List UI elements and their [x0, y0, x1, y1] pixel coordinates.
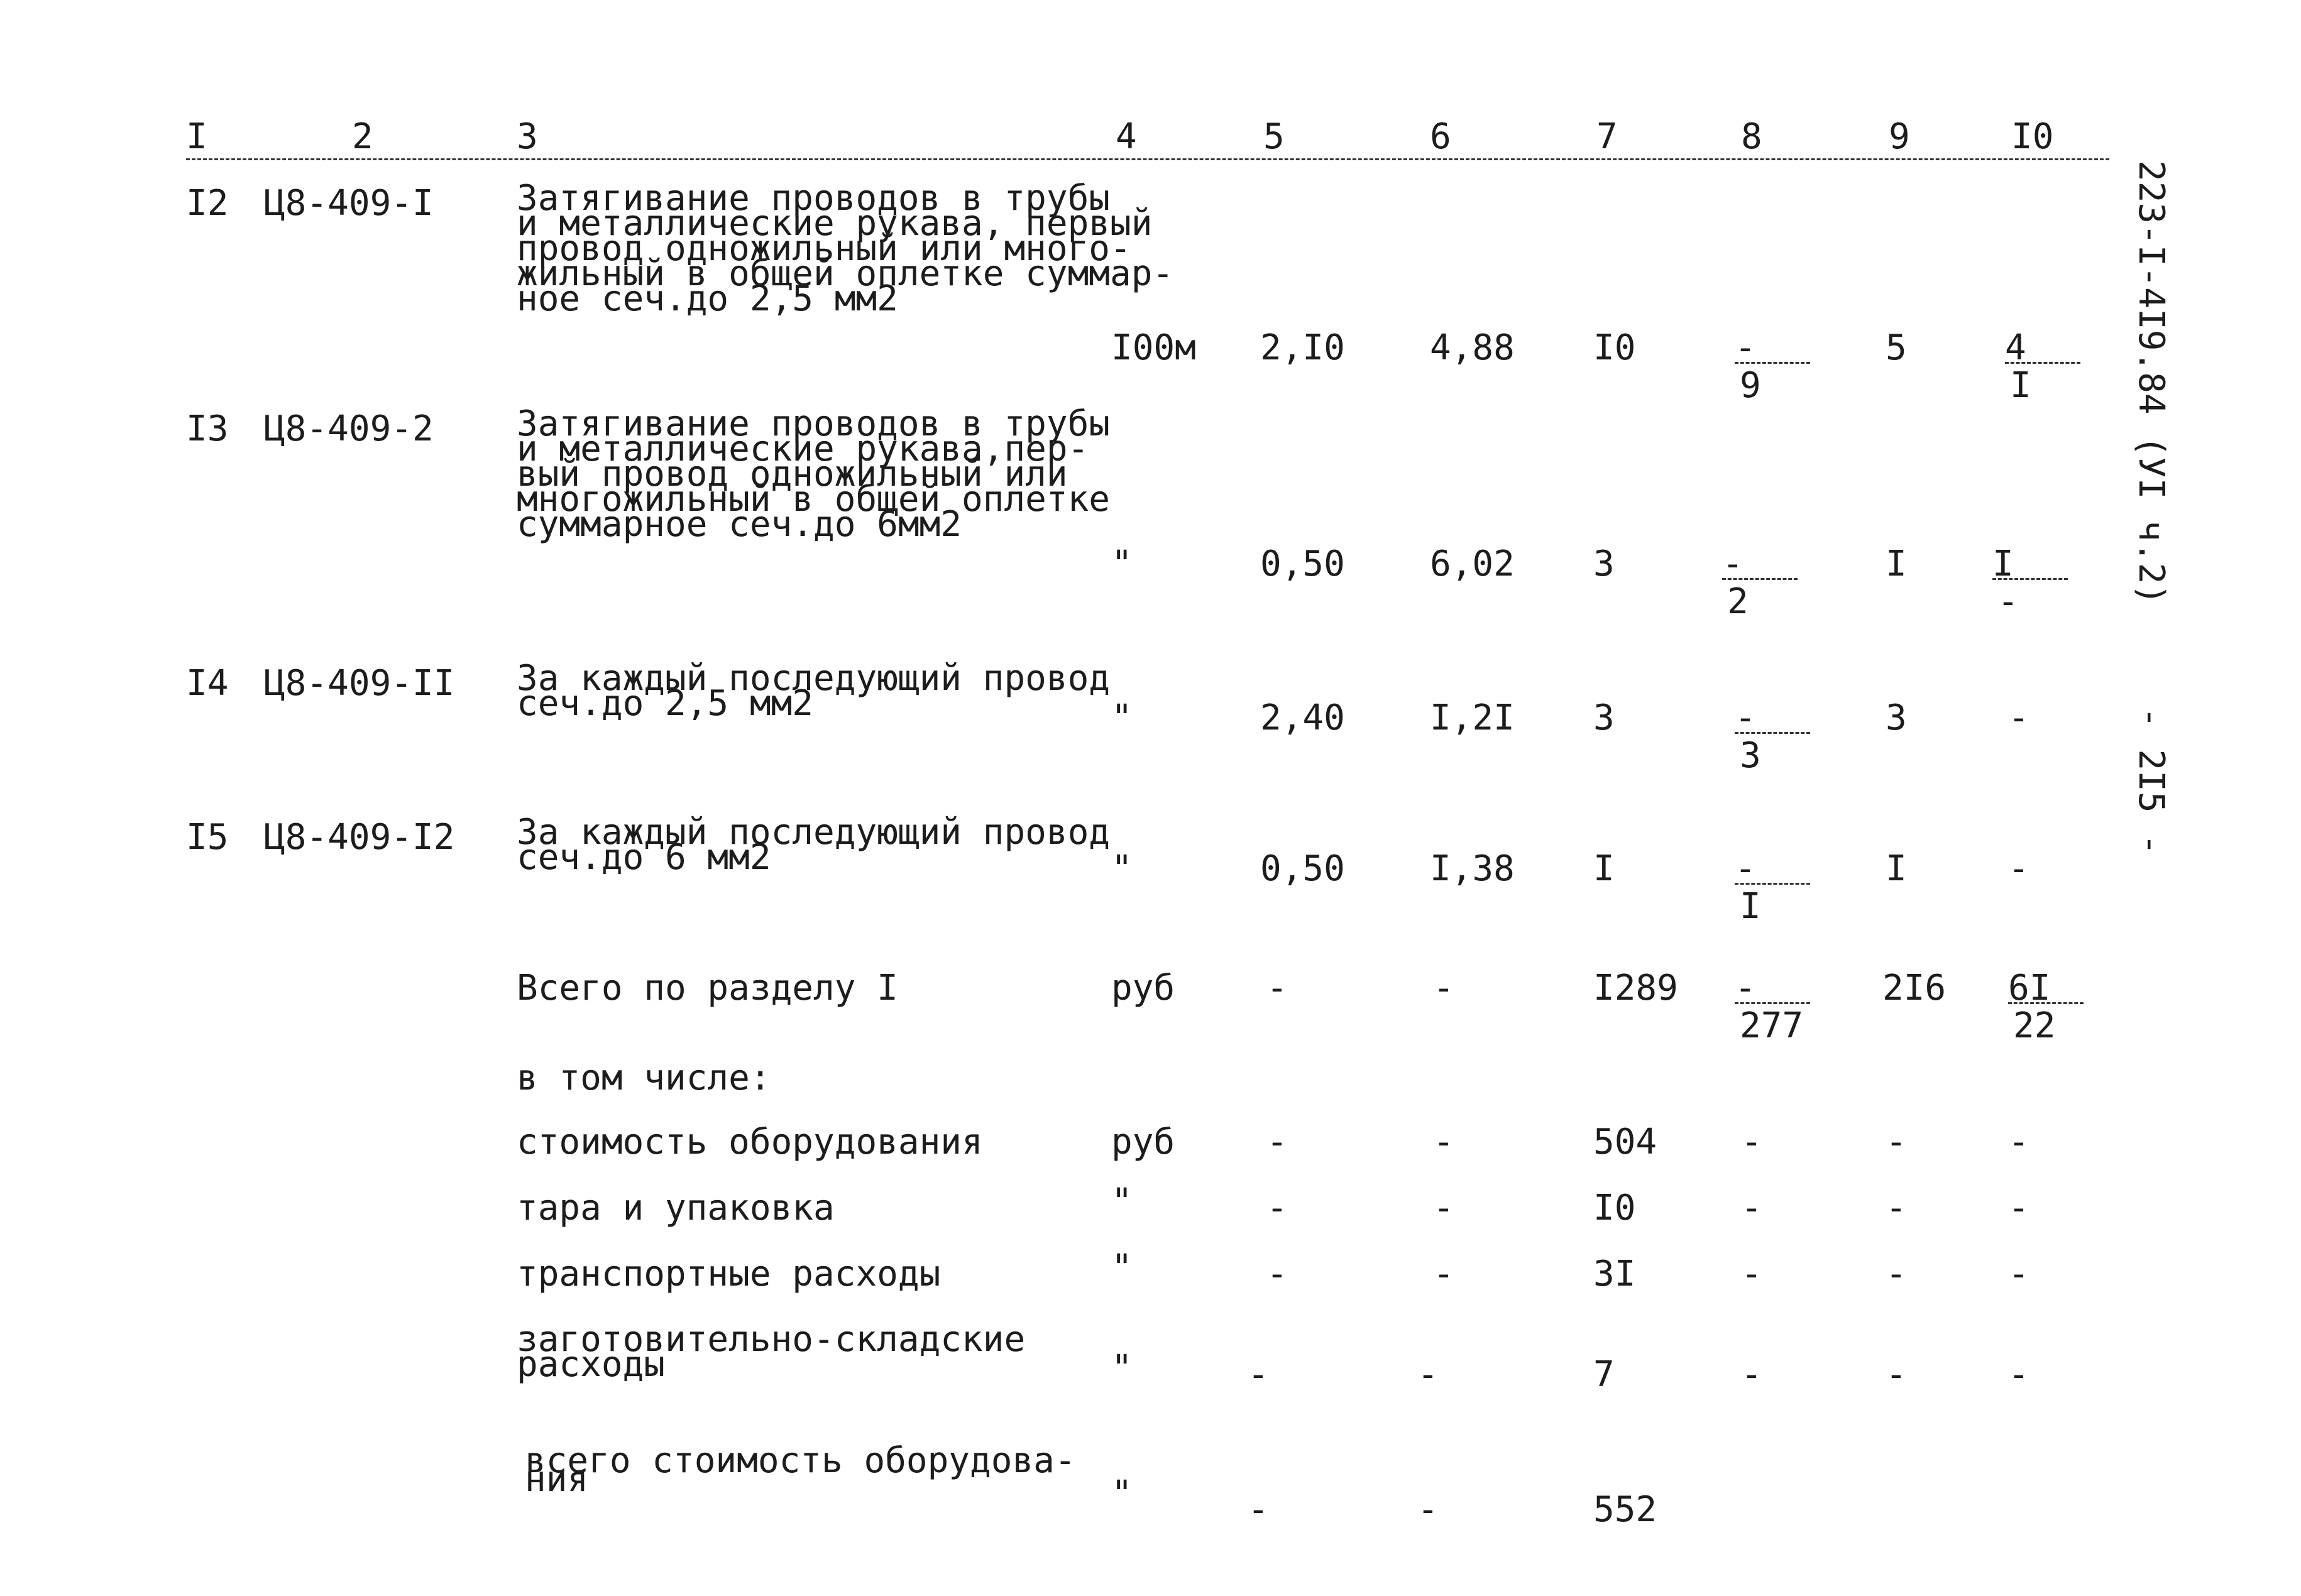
row-col5: - — [1266, 1122, 1288, 1162]
row-col6: I,38 — [1430, 848, 1515, 889]
row-col7: 552 — [1593, 1489, 1657, 1530]
row-col6: 4,88 — [1430, 327, 1515, 368]
row-col7: I289 — [1593, 968, 1678, 1008]
document-code: 223-I-4I9.84 (УI ч.2) — [2131, 160, 2172, 606]
fraction-numerator: - — [1735, 697, 1756, 738]
row-col6: I,2I — [1430, 697, 1515, 738]
fraction-numerator: I — [1992, 544, 2014, 584]
row-col5: - — [1266, 1188, 1288, 1228]
row-col6: - — [1433, 1254, 1454, 1294]
fraction-bar — [1722, 578, 1798, 580]
row-number: I5 — [186, 817, 229, 858]
header-col-5: 5 — [1263, 116, 1285, 157]
row-col6: - — [1417, 1489, 1439, 1530]
row-col10-fraction — [2008, 968, 2084, 1046]
item-label: транспортные расходы — [517, 1254, 941, 1294]
row-description: За каждый последующий провод сеч.до 6 мм2 — [517, 812, 1111, 878]
section-total-label: Всего по разделу I — [517, 968, 898, 1008]
item-label: стоимость оборудования — [517, 1122, 983, 1162]
row-col7: I0 — [1593, 327, 1636, 368]
row-unit: I00м — [1111, 327, 1196, 368]
item-label: тара и упаковка — [517, 1188, 835, 1228]
fraction-denominator: 2 — [1727, 581, 1749, 622]
row-col8: - — [1741, 1354, 1762, 1395]
fraction-denominator: 277 — [1740, 1005, 1804, 1046]
row-col6: - — [1433, 968, 1454, 1008]
fraction-bar — [2008, 1002, 2084, 1004]
row-col8: - — [1741, 1122, 1762, 1162]
fraction-denominator: 22 — [2013, 1005, 2056, 1046]
row-col8-fraction — [1735, 848, 1810, 927]
row-unit: руб — [1111, 968, 1175, 1008]
fraction-denominator: I — [1740, 886, 1761, 927]
row-col10: - — [2008, 1122, 2029, 1162]
row-number: I2 — [186, 183, 229, 224]
fraction-bar — [1735, 362, 1810, 364]
row-col10: - — [2008, 1354, 2029, 1395]
row-code: Ц8-409-2 — [264, 408, 434, 449]
fraction-bar — [1735, 732, 1810, 734]
row-col7: 504 — [1593, 1122, 1657, 1162]
header-col-7: 7 — [1596, 116, 1618, 157]
row-col7: 3 — [1593, 697, 1615, 738]
row-code: Ц8-409-I2 — [264, 817, 455, 858]
row-col9: - — [1886, 1122, 1907, 1162]
row-col5: - — [1266, 968, 1288, 1008]
row-unit: " — [1111, 1247, 1133, 1288]
fraction-numerator: 6I — [2008, 968, 2051, 1008]
row-col10: - — [2008, 1254, 2029, 1294]
item-label: всего стоимость оборудова- ния — [525, 1440, 1076, 1500]
row-unit: " — [1111, 697, 1133, 738]
fraction-denominator: I — [2010, 365, 2031, 406]
row-col9: I — [1886, 848, 1907, 889]
header-col-2: 2 — [352, 116, 373, 157]
row-col6: - — [1417, 1354, 1439, 1395]
row-col6: 6,02 — [1430, 544, 1515, 584]
row-unit: " — [1111, 544, 1133, 584]
fraction-bar — [1735, 1002, 1810, 1004]
fraction-bar — [2005, 362, 2080, 364]
page-number: - 2I5 - — [2131, 707, 2172, 856]
row-col9: - — [1886, 1188, 1907, 1228]
row-number: I3 — [186, 408, 229, 449]
row-col10: - — [2008, 697, 2029, 738]
header-col-8: 8 — [1741, 116, 1762, 157]
fraction-numerator: - — [1722, 544, 1744, 584]
row-unit: руб — [1111, 1122, 1175, 1162]
row-col9: I — [1886, 544, 1907, 584]
row-col8-fraction — [1735, 327, 1810, 406]
row-col7: 3 — [1593, 544, 1615, 584]
header-rule — [186, 158, 2109, 160]
row-col7: I — [1593, 848, 1615, 889]
item-label: заготовительно-складские расходы — [517, 1319, 1026, 1385]
row-col8-fraction — [1735, 697, 1810, 776]
row-description: За каждый последующий провод сеч.до 2,5 мм2 — [517, 658, 1111, 724]
row-col5: - — [1266, 1254, 1288, 1294]
row-number: I4 — [186, 663, 229, 704]
row-col9: 3 — [1886, 697, 1907, 738]
row-col10: - — [2008, 1188, 2029, 1228]
row-unit: " — [1111, 1473, 1133, 1514]
row-col10: - — [2008, 848, 2029, 889]
row-col7: I0 — [1593, 1188, 1636, 1228]
row-col5: 2,40 — [1260, 697, 1345, 738]
row-col9: 2I6 — [1882, 968, 1947, 1008]
row-col5: - — [1248, 1354, 1269, 1395]
row-col5: 0,50 — [1260, 848, 1345, 889]
header-col-6: 6 — [1430, 116, 1451, 157]
row-col8: - — [1741, 1254, 1762, 1294]
row-col9: - — [1886, 1354, 1907, 1395]
row-col10-fraction — [2005, 327, 2080, 406]
fraction-bar — [1992, 578, 2068, 580]
row-col7: 7 — [1593, 1354, 1615, 1395]
header-col-10: I0 — [2011, 116, 2054, 157]
row-col8-fraction — [1735, 968, 1810, 1046]
row-col6: - — [1433, 1188, 1454, 1228]
row-col9: 5 — [1886, 327, 1907, 368]
header-col-1: I — [186, 116, 207, 157]
fraction-numerator: - — [1735, 327, 1756, 368]
fraction-numerator: - — [1735, 848, 1756, 889]
row-code: Ц8-409-I — [264, 183, 434, 224]
row-col6: - — [1433, 1122, 1454, 1162]
fraction-numerator: - — [1735, 968, 1756, 1008]
row-col5: 2,I0 — [1260, 327, 1345, 368]
row-col10-fraction — [1992, 544, 2068, 622]
header-col-4: 4 — [1116, 116, 1137, 157]
header-col-3: 3 — [517, 116, 538, 157]
fraction-denominator: 3 — [1740, 735, 1761, 776]
row-col8: - — [1741, 1188, 1762, 1228]
row-col7: 3I — [1593, 1254, 1636, 1294]
row-col5: - — [1248, 1489, 1269, 1530]
row-unit: " — [1111, 1181, 1133, 1222]
fraction-denominator: 9 — [1740, 365, 1761, 406]
fraction-denominator: - — [1997, 581, 2019, 622]
fraction-bar — [1735, 883, 1810, 885]
row-unit: " — [1111, 848, 1133, 889]
row-code: Ц8-409-II — [264, 663, 455, 704]
header-col-9: 9 — [1889, 116, 1910, 157]
row-col5: 0,50 — [1260, 544, 1345, 584]
row-description: Затягивание проводов в трубы и металлические рукава, первый провод одножильный или много- жильный в общей оплетке суммар- ное сеч.до 2,5 мм2 — [517, 178, 1174, 319]
row-col8-fraction — [1722, 544, 1798, 622]
row-col9: - — [1886, 1254, 1907, 1294]
including-label: в том числе: — [517, 1058, 771, 1098]
fraction-numerator: 4 — [2005, 327, 2026, 368]
row-unit: " — [1111, 1348, 1133, 1389]
row-description: Затягивание проводов в трубы и металлические рукава,пер- вый провод одножильный или многожильный в общей оплетке суммарное сеч.до 6мм2 — [517, 403, 1111, 545]
